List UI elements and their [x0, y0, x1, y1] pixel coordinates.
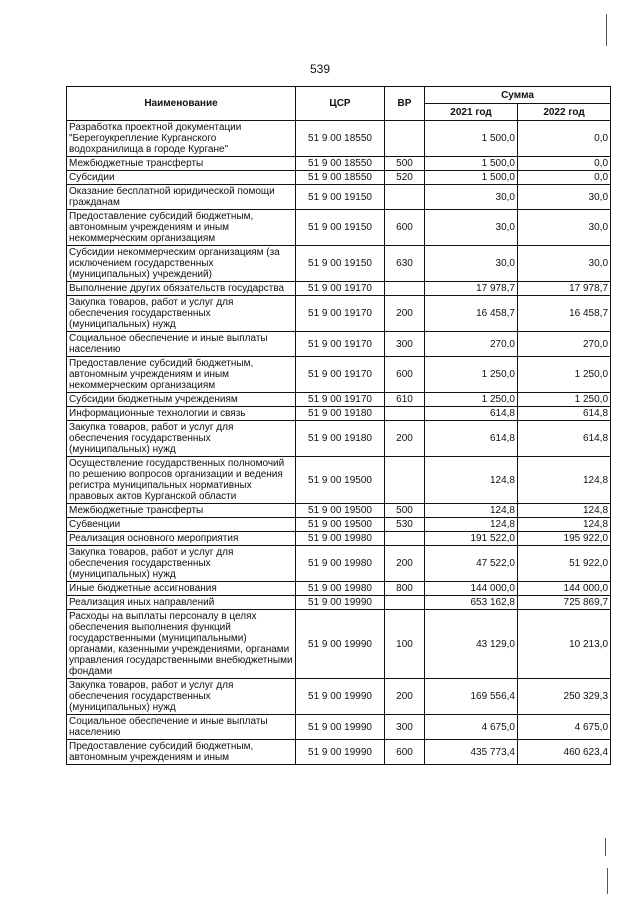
- row-2022-cell: 124,8: [518, 457, 611, 504]
- table-row: [67, 457, 611, 504]
- row-2022-cell: 250 329,3: [518, 679, 611, 715]
- header-sum: Сумма: [425, 87, 611, 104]
- row-vr-cell: 300: [385, 332, 425, 357]
- table-row: [67, 679, 611, 715]
- header-csr: ЦСР: [296, 87, 385, 121]
- row-2022-cell: 144 000,0: [518, 582, 611, 596]
- row-2021-cell: 1 250,0: [425, 393, 518, 407]
- row-2022-cell: 17 978,7: [518, 282, 611, 296]
- row-name-cell: Выполнение других обязательств государства: [67, 282, 296, 296]
- row-2021-cell: 30,0: [425, 210, 518, 246]
- row-2021-cell: 435 773,4: [425, 740, 518, 765]
- row-2022-cell: 16 458,7: [518, 296, 611, 332]
- row-name-cell: Субсидии бюджетным учреждениям: [67, 393, 296, 407]
- row-2022-cell: 30,0: [518, 185, 611, 210]
- row-name-cell: Межбюджетные трансферты: [67, 504, 296, 518]
- row-csr-cell: 51 9 00 19500: [296, 518, 385, 532]
- row-2021-cell: 1 250,0: [425, 357, 518, 393]
- table-row: [67, 407, 611, 421]
- table-row: [67, 532, 611, 546]
- row-2022-cell: 30,0: [518, 210, 611, 246]
- row-2021-cell: 653 162,8: [425, 596, 518, 610]
- row-csr-cell: 51 9 00 19990: [296, 610, 385, 679]
- row-name-cell: Расходы на выплаты персоналу в целях обеспечения выполнения функций государственными (муниципальными) органами, казенными учреждениями, органами управления государственными внебюджетными фондами: [67, 610, 296, 679]
- row-2021-cell: 17 978,7: [425, 282, 518, 296]
- row-vr-cell: 610: [385, 393, 425, 407]
- row-csr-cell: 51 9 00 18550: [296, 157, 385, 171]
- row-vr-cell: 600: [385, 210, 425, 246]
- table-row: [67, 210, 611, 246]
- row-name-cell: Предоставление субсидий бюджетным, автономным учреждениям и иным некоммерческим организациям: [67, 357, 296, 393]
- row-name-cell: Разработка проектной документации "Берегоукрепление Курганского водохранилища в городе Кургане": [67, 121, 296, 157]
- row-2021-cell: 614,8: [425, 421, 518, 457]
- row-name-cell: Закупка товаров, работ и услуг для обеспечения государственных (муниципальных) нужд: [67, 421, 296, 457]
- row-vr-cell: 300: [385, 715, 425, 740]
- row-csr-cell: 51 9 00 19150: [296, 210, 385, 246]
- row-2022-cell: 614,8: [518, 407, 611, 421]
- row-2021-cell: 4 675,0: [425, 715, 518, 740]
- row-vr-cell: 800: [385, 582, 425, 596]
- row-csr-cell: 51 9 00 19500: [296, 457, 385, 504]
- row-csr-cell: 51 9 00 19180: [296, 407, 385, 421]
- row-vr-cell: 200: [385, 421, 425, 457]
- table-row: [67, 171, 611, 185]
- row-2022-cell: 1 250,0: [518, 357, 611, 393]
- row-vr-cell: [385, 596, 425, 610]
- row-csr-cell: 51 9 00 19990: [296, 740, 385, 765]
- row-name-cell: Межбюджетные трансферты: [67, 157, 296, 171]
- page-number: 539: [309, 62, 331, 76]
- table-row: [67, 582, 611, 596]
- header-name: Наименование: [67, 87, 296, 121]
- row-vr-cell: 600: [385, 357, 425, 393]
- row-name-cell: Предоставление субсидий бюджетным, автономным учреждениям и иным: [67, 740, 296, 765]
- row-2022-cell: 124,8: [518, 504, 611, 518]
- budget-table: [66, 86, 611, 765]
- table-row: [67, 296, 611, 332]
- row-2022-cell: 725 869,7: [518, 596, 611, 610]
- row-name-cell: Оказание бесплатной юридической помощи гражданам: [67, 185, 296, 210]
- row-vr-cell: 520: [385, 171, 425, 185]
- row-csr-cell: 51 9 00 19980: [296, 546, 385, 582]
- table-row: [67, 246, 611, 282]
- row-2021-cell: 1 500,0: [425, 157, 518, 171]
- row-vr-cell: [385, 185, 425, 210]
- row-2021-cell: 124,8: [425, 504, 518, 518]
- row-name-cell: Реализация иных направлений: [67, 596, 296, 610]
- row-name-cell: Субсидии: [67, 171, 296, 185]
- row-csr-cell: 51 9 00 19150: [296, 185, 385, 210]
- row-2021-cell: 191 522,0: [425, 532, 518, 546]
- row-vr-cell: 100: [385, 610, 425, 679]
- table-row: [67, 393, 611, 407]
- row-csr-cell: 51 9 00 18550: [296, 171, 385, 185]
- row-vr-cell: 630: [385, 246, 425, 282]
- row-2021-cell: 124,8: [425, 518, 518, 532]
- row-2021-cell: 614,8: [425, 407, 518, 421]
- row-name-cell: Реализация основного мероприятия: [67, 532, 296, 546]
- row-csr-cell: 51 9 00 19170: [296, 296, 385, 332]
- row-vr-cell: 200: [385, 546, 425, 582]
- row-csr-cell: 51 9 00 19980: [296, 582, 385, 596]
- row-name-cell: Иные бюджетные ассигнования: [67, 582, 296, 596]
- row-vr-cell: 200: [385, 296, 425, 332]
- row-vr-cell: 530: [385, 518, 425, 532]
- row-csr-cell: 51 9 00 19990: [296, 679, 385, 715]
- row-csr-cell: 51 9 00 19180: [296, 421, 385, 457]
- scan-mark-middle: [605, 838, 606, 856]
- row-vr-cell: [385, 407, 425, 421]
- row-vr-cell: 200: [385, 679, 425, 715]
- row-2021-cell: 47 522,0: [425, 546, 518, 582]
- table-row: [67, 121, 611, 157]
- row-name-cell: Закупка товаров, работ и услуг для обеспечения государственных (муниципальных) нужд: [67, 296, 296, 332]
- row-name-cell: Осуществление государственных полномочий по решению вопросов организации и ведения регистра муниципальных нормативных правовых актов Курганской области: [67, 457, 296, 504]
- row-2021-cell: 30,0: [425, 185, 518, 210]
- row-csr-cell: 51 9 00 18550: [296, 121, 385, 157]
- row-csr-cell: 51 9 00 19150: [296, 246, 385, 282]
- row-vr-cell: [385, 457, 425, 504]
- row-name-cell: Субсидии некоммерческим организациям (за исключением государственных (муниципальных) учреждений): [67, 246, 296, 282]
- table-row: [67, 715, 611, 740]
- row-name-cell: Закупка товаров, работ и услуг для обеспечения государственных (муниципальных) нужд: [67, 546, 296, 582]
- row-2022-cell: 10 213,0: [518, 610, 611, 679]
- row-csr-cell: 51 9 00 19500: [296, 504, 385, 518]
- row-name-cell: Информационные технологии и связь: [67, 407, 296, 421]
- table-row: [67, 504, 611, 518]
- table-row: [67, 282, 611, 296]
- row-2022-cell: 30,0: [518, 246, 611, 282]
- row-2022-cell: 195 922,0: [518, 532, 611, 546]
- scan-mark-bottom: [607, 868, 608, 894]
- row-2022-cell: 124,8: [518, 518, 611, 532]
- header-vr: ВР: [385, 87, 425, 121]
- table-row: [67, 357, 611, 393]
- row-2022-cell: 0,0: [518, 121, 611, 157]
- row-csr-cell: 51 9 00 19990: [296, 596, 385, 610]
- table-row: [67, 332, 611, 357]
- row-vr-cell: [385, 532, 425, 546]
- row-name-cell: Социальное обеспечение и иные выплаты населению: [67, 332, 296, 357]
- table-row: [67, 185, 611, 210]
- row-2022-cell: 4 675,0: [518, 715, 611, 740]
- table-row: [67, 610, 611, 679]
- row-2021-cell: 30,0: [425, 246, 518, 282]
- row-vr-cell: [385, 282, 425, 296]
- table-row: [67, 740, 611, 765]
- row-csr-cell: 51 9 00 19980: [296, 532, 385, 546]
- row-vr-cell: 600: [385, 740, 425, 765]
- table-row: [67, 596, 611, 610]
- row-2021-cell: 43 129,0: [425, 610, 518, 679]
- table-body: [67, 121, 611, 765]
- header-year-2022: 2022 год: [518, 104, 611, 121]
- row-vr-cell: 500: [385, 157, 425, 171]
- table-row: [67, 518, 611, 532]
- row-2021-cell: 1 500,0: [425, 121, 518, 157]
- row-2022-cell: 0,0: [518, 171, 611, 185]
- row-vr-cell: [385, 121, 425, 157]
- row-name-cell: Субвенции: [67, 518, 296, 532]
- row-2021-cell: 124,8: [425, 457, 518, 504]
- row-2021-cell: 270,0: [425, 332, 518, 357]
- row-2022-cell: 614,8: [518, 421, 611, 457]
- table-row: [67, 421, 611, 457]
- table-row: [67, 157, 611, 171]
- row-2021-cell: 16 458,7: [425, 296, 518, 332]
- row-2022-cell: 460 623,4: [518, 740, 611, 765]
- row-csr-cell: 51 9 00 19170: [296, 332, 385, 357]
- row-csr-cell: 51 9 00 19170: [296, 357, 385, 393]
- row-csr-cell: 51 9 00 19170: [296, 282, 385, 296]
- row-name-cell: Социальное обеспечение и иные выплаты населению: [67, 715, 296, 740]
- row-2022-cell: 51 922,0: [518, 546, 611, 582]
- row-2021-cell: 1 500,0: [425, 171, 518, 185]
- row-csr-cell: 51 9 00 19990: [296, 715, 385, 740]
- row-vr-cell: 500: [385, 504, 425, 518]
- row-2022-cell: 270,0: [518, 332, 611, 357]
- row-name-cell: Предоставление субсидий бюджетным, автономным учреждениям и иным некоммерческим организациям: [67, 210, 296, 246]
- header-year-2021: 2021 год: [425, 104, 518, 121]
- scan-mark-top: [606, 14, 607, 46]
- table-row: [67, 546, 611, 582]
- row-csr-cell: 51 9 00 19170: [296, 393, 385, 407]
- row-2022-cell: 0,0: [518, 157, 611, 171]
- row-2021-cell: 169 556,4: [425, 679, 518, 715]
- row-2021-cell: 144 000,0: [425, 582, 518, 596]
- row-name-cell: Закупка товаров, работ и услуг для обеспечения государственных (муниципальных) нужд: [67, 679, 296, 715]
- row-2022-cell: 1 250,0: [518, 393, 611, 407]
